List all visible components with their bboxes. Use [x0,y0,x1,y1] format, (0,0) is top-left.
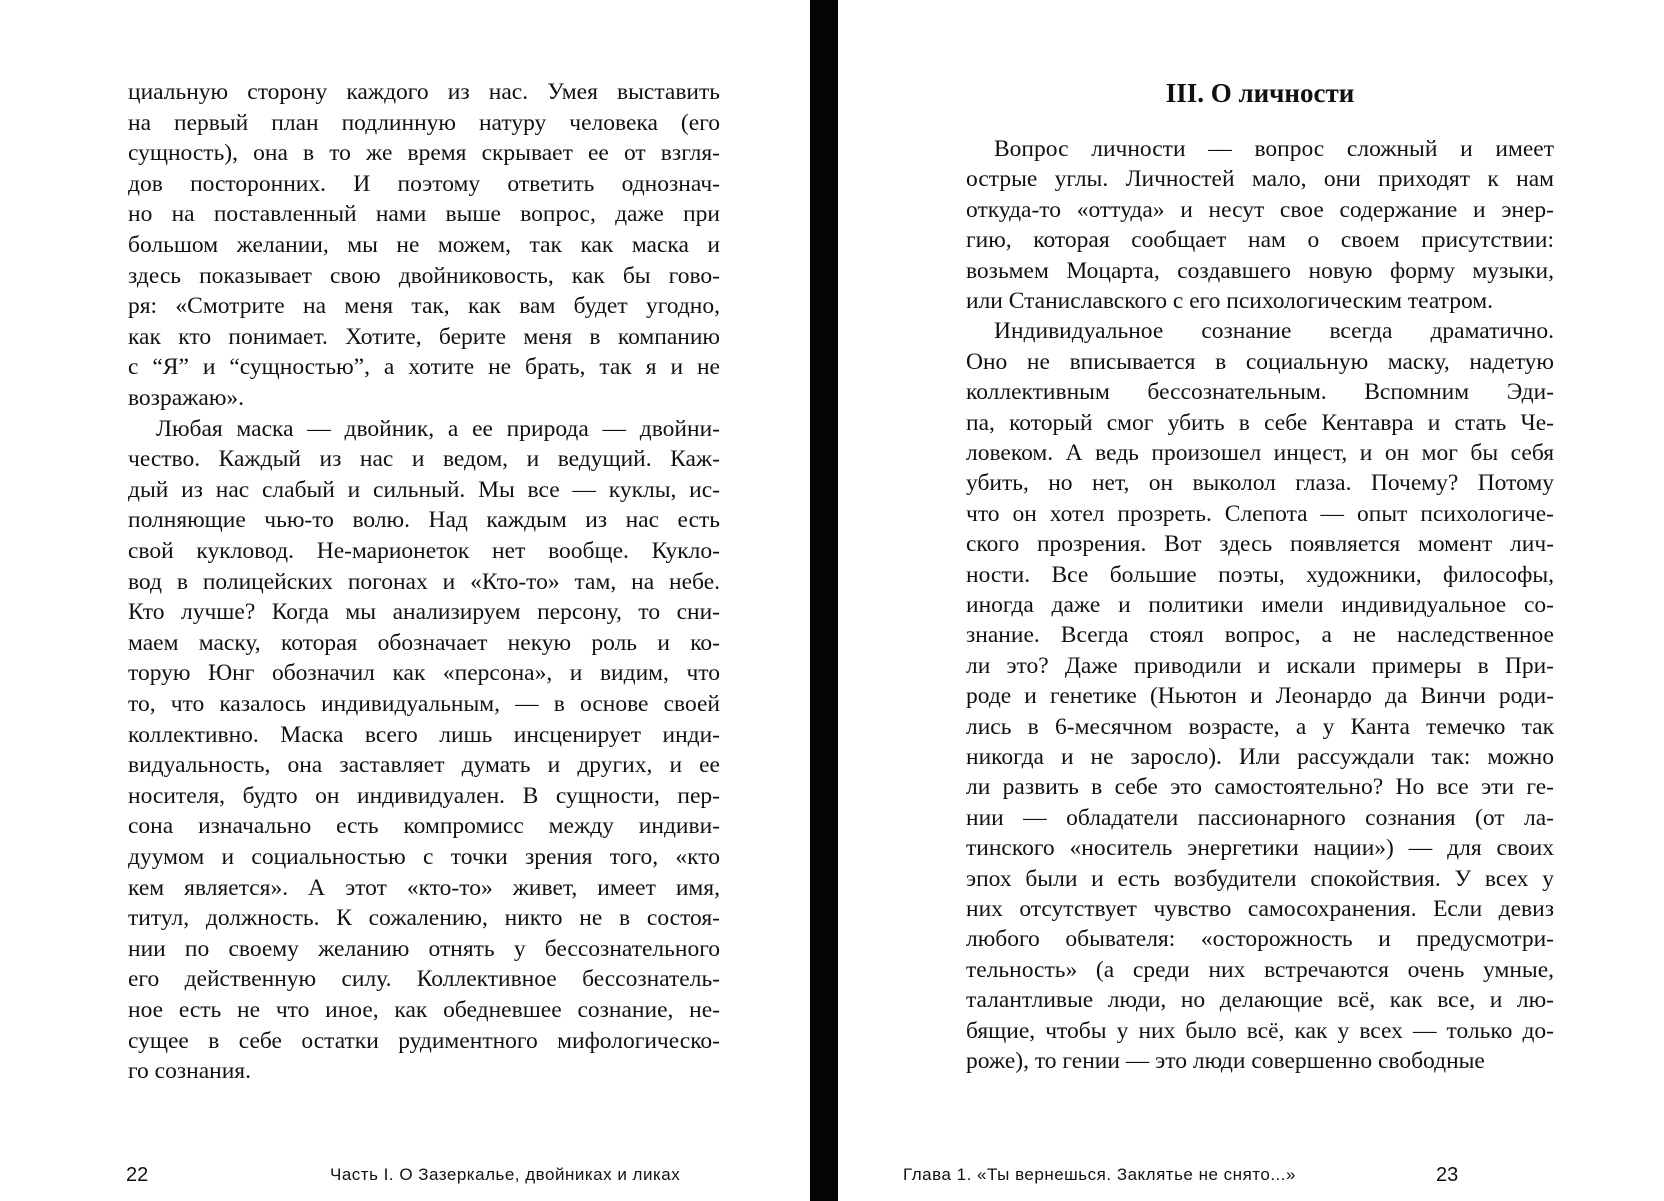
text-line: свой кукловод. Не-марионеток нет вообще. Кукло- [128,538,720,564]
text-line: большом желании, мы не можем, так как маска и [128,232,720,258]
text-line: гию, которая сообщает нам о своем присутствии: [966,227,1554,254]
text-line: ря: «Смотрите на меня так, как вам будет угодно, [128,293,720,320]
text-line: роде и генетике (Ньютон и Леонардо да Винчи роди- [966,683,1554,710]
text-line: откуда-то «оттуда» и несут свое содержание и энер- [966,196,1554,223]
text-line: Оно не вписывается в социальную маску, надетую [966,348,1554,375]
text-line: дуумом и социальностью с точки зрения того, «кто [128,844,720,870]
running-footer-left: Часть I. О Зазеркалье, двойниках и ликах [330,1165,681,1184]
text-line: коллективно. Маска всего лишь инсценирует инди- [128,721,720,748]
text-line: ли развить в себе это самостоятельно? Но все эти ге- [966,774,1554,801]
text-line: нии по своему желанию отнять у бессознательного [128,935,720,962]
text-line: любого обывателя: «осторожность и предусмотри- [966,926,1554,953]
text-line: никогда и не заросло). Или рассуждали так: можно [966,744,1554,770]
text-line: вод в полицейских погонах и «Кто-то» там, на небе. [128,568,720,595]
left-page [0,0,810,1201]
text-line: сущее в себе остатки рудиментного мифологическо- [128,1027,720,1054]
right-page [838,0,1664,1201]
page-number-left: 22 [126,1164,149,1186]
text-line: эпох были и есть возбудители спокойствия. У всех у [966,865,1554,892]
text-line: Любая маска — двойник, а ее природа — двойни- [156,415,720,442]
text-line: ное есть не что иное, как обедневшее сознание, не- [128,997,720,1023]
text-line: них отсутствует чувство самосохранения. Если девиз [966,896,1554,922]
text-line: что он хотел прозреть. Слепота — опыт психологиче- [966,500,1554,527]
text-line: нии — обладатели пассионарного сознания (от ла- [966,804,1554,831]
text-line: сона изначально есть компромисс между индиви- [128,813,720,840]
text-line: то, что казалось индивидуальным, — в основе своей [128,691,720,717]
text-line: титул, должность. К сожалению, никто не в состоя- [128,905,720,932]
text-line: его действенную силу. Коллективное бессознатель- [128,966,720,993]
text-line: или Станиславского с его психологическим театром. [966,288,1494,314]
text-line: знание. Всегда стоял вопрос, а не наследственное [966,622,1554,649]
text-line: убить, но нет, он выколол глаза. Почему? Потому [966,470,1554,497]
text-line: маем маску, которая обозначает некую роль и ко- [128,629,720,656]
text-line: носителя, будто он индивидуален. В сущности, пер- [128,782,720,809]
text-line: талантливые люди, но делающие всё, как все, и лю- [966,987,1554,1014]
text-line: с “Я” и “сущностью”, а хотите не брать, так я и не [128,354,720,381]
book-spine [810,0,838,1201]
text-line: как кто понимает. Хотите, берите меня в компанию [128,323,720,350]
text-line: тинского «носитель энергетики нации») — для своих [966,835,1554,862]
text-line: здесь показывает свою двойниковость, как бы гово- [128,262,720,289]
text-line: сущность), она в то же время скрывает ее от взгля- [128,140,720,167]
text-line: Вопрос личности — вопрос сложный и имеет [994,136,1554,162]
text-line: ли это? Даже приводили и искали примеры в При- [966,652,1554,679]
text-line: ловеком. А ведь произошел инцест, и он мог бы себя [966,440,1554,466]
text-line: го сознания. [128,1058,251,1085]
text-line: возражаю». [128,385,244,411]
page-number-right: 23 [1436,1164,1459,1186]
text-line: Индивидуальное сознание всегда драматично. [994,318,1554,345]
text-line: видуальность, она заставляет думать и других, и ее [128,752,720,779]
text-line: роже), то гении — это люди совершенно свободные [966,1048,1485,1074]
text-line: тельность» (а среди них встречаются очень умные, [966,956,1554,983]
text-line: но на поставленный нами выше вопрос, даже при [128,201,720,228]
text-line: па, который смог убить в себе Кентавра и стать Че- [966,409,1554,436]
text-line: торую Юнг обозначил как «персона», и видим, что [128,660,720,687]
text-line: Кто лучше? Когда мы анализируем персону, то сни- [128,599,720,626]
text-line: ского прозрения. Вот здесь появляется момент лич- [966,531,1554,558]
text-line: чество. Каждый из нас и ведом, и ведущий. Каж- [128,446,720,473]
text-line: на первый план подлинную натуру человека (его [128,109,720,136]
running-footer-right: Глава 1. «Ты вернешься. Заклятье не снято...» [903,1165,1296,1184]
text-line: полняющие чью-то волю. Над каждым из нас есть [128,507,720,534]
text-line: коллективным бессознательным. Вспомним Эди- [966,379,1554,406]
text-line: ности. Все большие поэты, художники, философы, [966,561,1554,588]
text-line: кем является». А этот «кто-то» живет, имеет имя, [128,874,720,901]
text-line: циальную сторону каждого из нас. Умея выставить [128,79,720,105]
text-line: лись в 6-месячном возрасте, а у Канта темечко так [966,713,1554,740]
text-line: дый из нас слабый и сильный. Мы все — куклы, ис- [128,476,720,503]
text-line: бящие, чтобы у них было всё, как у всех — только до- [966,1017,1554,1044]
text-line: иногда даже и политики имели индивидуальное со- [966,592,1554,618]
text-line: дов посторонних. И поэтому ответить однознач- [128,170,720,197]
chapter-title: III. О личности [1165,78,1355,108]
text-line: острые углы. Личностей мало, они приходят к нам [966,166,1554,193]
text-line: возьмем Моцарта, создавшего новую форму музыки, [966,257,1554,284]
